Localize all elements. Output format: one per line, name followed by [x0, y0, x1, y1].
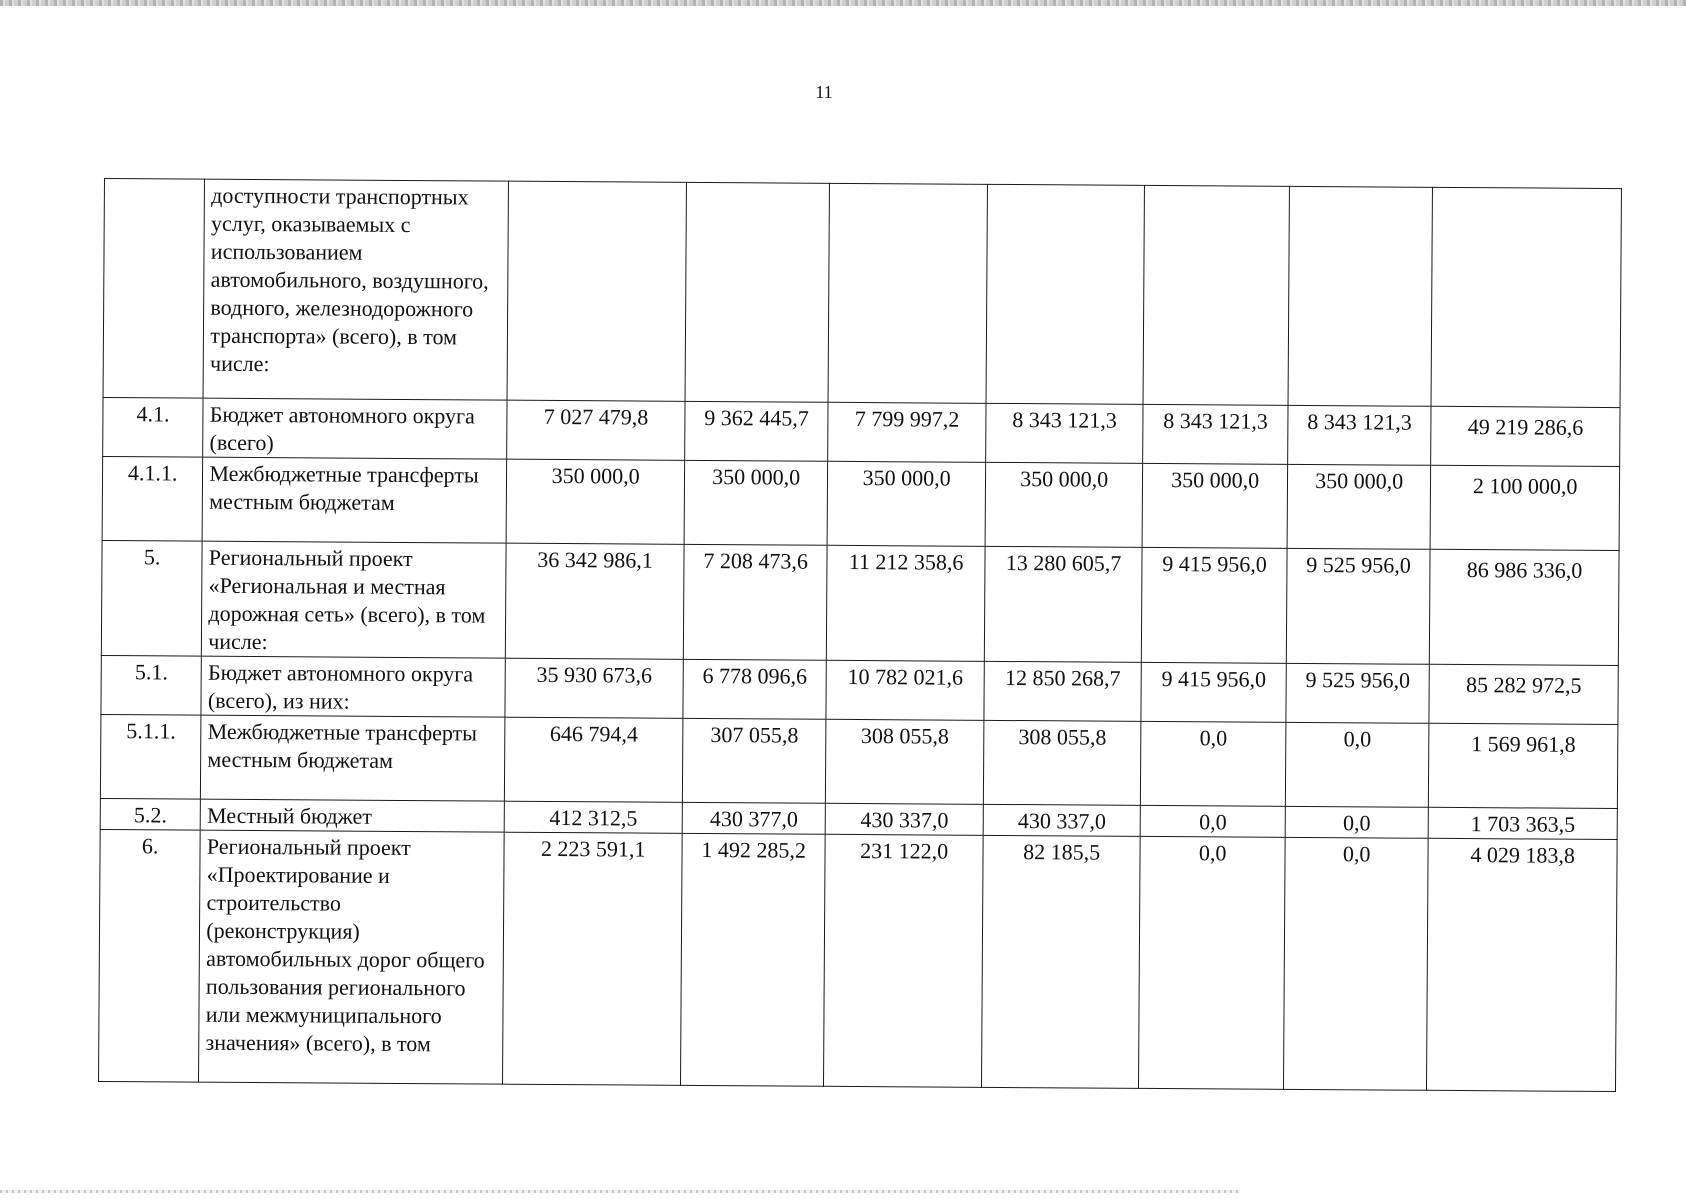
value-cell: 1 492 285,2 — [680, 833, 825, 1086]
row-number: 4.1. — [103, 397, 204, 457]
budget-table — [98, 178, 1622, 1092]
row-label: Местный бюджет — [201, 799, 505, 832]
value-cell: 350 000,0 — [1142, 463, 1287, 548]
value-cell: 0,0 — [1285, 722, 1429, 807]
value-cell: 11 212 358,6 — [827, 545, 985, 661]
row-label: Межбюджетные трансферты местным бюджетам — [202, 457, 507, 543]
value-cell: 82 185,5 — [981, 835, 1140, 1088]
value-cell: 2 223 591,1 — [503, 832, 682, 1085]
total-cell: 1 569 961,8 — [1429, 723, 1618, 808]
value-cell: 350 000,0 — [506, 459, 684, 544]
value-cell: 0,0 — [1283, 837, 1428, 1090]
value-cell: 9 525 956,0 — [1286, 548, 1430, 664]
row-label: Межбюджетные трансферты местным бюджетам — [201, 715, 506, 801]
value-cell: 8 343 121,3 — [1143, 404, 1288, 464]
value-cell: 7 208 473,6 — [683, 544, 827, 660]
value-cell: 350 000,0 — [985, 462, 1143, 547]
value-cell — [685, 182, 830, 402]
value-cell: 0,0 — [1141, 805, 1286, 837]
value-cell: 307 055,8 — [682, 718, 826, 803]
value-cell: 9 525 956,0 — [1286, 663, 1430, 723]
row-label: Бюджет автономного округа (всего) — [203, 398, 507, 459]
value-cell: 8 343 121,3 — [986, 403, 1144, 463]
value-cell: 308 055,8 — [826, 719, 984, 804]
value-cell — [986, 184, 1145, 404]
table-row — [103, 179, 1621, 408]
value-cell: 350 000,0 — [1287, 464, 1431, 549]
value-cell: 231 122,0 — [824, 834, 983, 1087]
value-cell: 430 377,0 — [682, 802, 826, 834]
value-cell — [828, 183, 987, 403]
scan-edge-bottom — [0, 1190, 1240, 1193]
value-cell: 10 782 021,6 — [826, 660, 984, 720]
total-cell: 2 100 000,0 — [1430, 465, 1619, 550]
total-cell: 85 282 972,5 — [1429, 664, 1618, 724]
total-cell: 1 703 363,5 — [1428, 807, 1617, 839]
value-cell: 7 027 479,8 — [507, 400, 685, 460]
row-number: 5.1.1. — [100, 714, 201, 799]
value-cell: 0,0 — [1141, 721, 1286, 806]
value-cell — [1143, 185, 1289, 405]
value-cell: 350 000,0 — [684, 460, 828, 545]
value-cell: 8 343 121,3 — [1288, 405, 1432, 465]
row-label: Региональный проект «Проектирование и строительство (реконструкция) автомобильных дорог общего пользования регионального или межмуниципального значения» (всего), в том — [199, 830, 505, 1084]
table-row — [99, 829, 1618, 1091]
row-number: 5.2. — [100, 798, 201, 830]
value-cell: 9 415 956,0 — [1142, 547, 1287, 663]
value-cell: 0,0 — [1139, 836, 1285, 1089]
table-row — [103, 397, 1620, 466]
value-cell: 430 337,0 — [983, 804, 1141, 836]
table-row — [101, 540, 1619, 665]
total-cell: 86 986 336,0 — [1430, 549, 1619, 665]
row-label: Региональный проект «Региональная и местная дорожная сеть» (всего), в том числе: — [202, 541, 507, 658]
total-cell: 49 219 286,6 — [1431, 406, 1620, 466]
value-cell: 36 342 986,1 — [506, 543, 684, 659]
total-cell — [1431, 187, 1621, 407]
value-cell: 6 778 096,6 — [683, 659, 827, 719]
table-row — [102, 456, 1620, 550]
value-cell — [507, 181, 686, 401]
value-cell: 9 415 956,0 — [1141, 662, 1286, 722]
value-cell: 412 312,5 — [504, 801, 682, 833]
table-row — [101, 655, 1618, 724]
scan-edge-top — [0, 0, 1686, 6]
total-cell: 4 029 183,8 — [1427, 838, 1617, 1091]
value-cell: 9 362 445,7 — [685, 401, 829, 461]
table-row — [100, 714, 1618, 808]
value-cell: 12 850 268,7 — [984, 661, 1142, 721]
row-label: доступности транспортных услуг, оказываемых с использованием автомобильного, воздушного, водного, железнодорожного транспорта» (всего), в том числе: — [203, 179, 508, 400]
value-cell: 7 799 997,2 — [828, 402, 986, 462]
value-cell — [1288, 186, 1433, 406]
page-number: 11 — [815, 82, 833, 102]
row-number: 4.1.1. — [102, 456, 203, 541]
row-number: 5. — [101, 540, 202, 656]
row-number: 5.1. — [101, 655, 202, 715]
value-cell: 646 794,4 — [505, 717, 683, 802]
row-number: 6. — [99, 829, 201, 1082]
row-number — [103, 179, 205, 399]
value-cell: 430 337,0 — [826, 803, 984, 835]
value-cell: 13 280 605,7 — [984, 546, 1142, 662]
value-cell: 0,0 — [1285, 806, 1429, 838]
value-cell: 308 055,8 — [983, 720, 1141, 805]
value-cell: 350 000,0 — [827, 461, 985, 546]
row-label: Бюджет автономного округа (всего), из них: — [201, 656, 505, 717]
value-cell: 35 930 673,6 — [505, 658, 683, 718]
